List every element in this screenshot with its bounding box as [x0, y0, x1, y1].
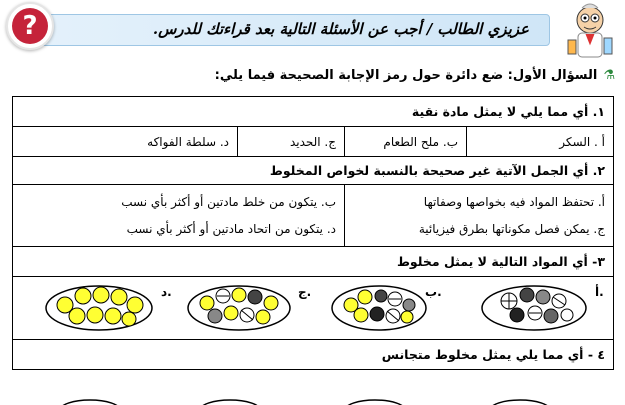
q2-option-d[interactable]: د. يتكون من اتحاد مادتين أو أكثر بأي نسب — [126, 221, 336, 236]
options-row — [13, 185, 614, 247]
q2-option-b[interactable]: ب. يتكون من خلط مادتين أو أكثر بأي نسب — [121, 194, 336, 209]
q2-option-c[interactable]: ج. يمكن فصل مكوناتها بطرق فيزيائية — [418, 221, 605, 236]
q3-option-a-diagram[interactable] — [479, 283, 589, 333]
section-title: ⚗السؤال الأول: ضع دائرة حول رمز الإجابة الصحيحة فيما يلي: — [214, 68, 615, 83]
q3-option-c-diagram[interactable] — [185, 283, 293, 333]
q2-option-a[interactable]: أ. تحتفظ المواد فيه بخواصها وصفاتها — [423, 194, 605, 209]
q4-options-partial — [0, 396, 625, 405]
q3-option-d-diagram[interactable] — [43, 283, 155, 333]
question-4: ٤ - أي مما يلي يمثل مخلوط متجانس — [13, 340, 614, 370]
q1-option-d[interactable]: د. سلطة الفواكه — [13, 127, 238, 157]
q3-option-d-label[interactable]: د. — [161, 285, 172, 299]
scientist-mascot-icon — [560, 0, 622, 62]
flask-icon: ⚗ — [603, 68, 615, 83]
options-row — [13, 127, 614, 157]
q1-option-b[interactable]: ب. ملح الطعام — [345, 127, 467, 157]
question-row — [13, 157, 614, 185]
banner-text: عزيزي الطالب / أجب عن الأسئلة التالية بعد قراءتك للدرس. — [152, 20, 529, 38]
options-row — [13, 277, 614, 340]
question-3: ٣- أي المواد التالية لا يمثل مخلوط — [13, 247, 614, 277]
question-2: ٢. أي الجمل الآتية غير صحيحة بالنسبة لخواص المخلوط — [13, 157, 614, 185]
q3-option-c-label[interactable]: ج. — [298, 285, 312, 299]
q2-options-right — [345, 185, 614, 247]
question-row — [13, 247, 614, 277]
header-banner — [36, 14, 550, 46]
q3-options — [13, 277, 614, 340]
questions-table — [12, 96, 614, 370]
q3-option-b-diagram[interactable] — [329, 283, 429, 333]
q1-option-a[interactable]: أ . السكر — [467, 127, 614, 157]
q3-option-b-label[interactable]: ب. — [425, 285, 442, 299]
q3-option-a-label[interactable]: أ. — [595, 285, 604, 299]
question-row — [13, 340, 614, 370]
question-1: ١. أي مما يلي لا يمثل مادة نقية — [13, 97, 614, 127]
question-row — [13, 97, 614, 127]
q1-option-c[interactable]: ج. الحديد — [238, 127, 345, 157]
q2-options-left — [13, 185, 345, 247]
question-mark-icon: ? — [6, 2, 54, 50]
